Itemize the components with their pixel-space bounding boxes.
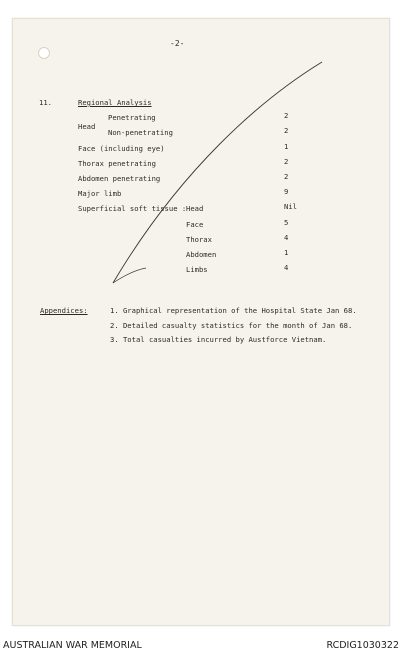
appendix-item: 3. Total casualties incurred by Austforce Vietnam. bbox=[110, 335, 327, 344]
footer-source: AUSTRALIAN WAR MEMORIAL bbox=[3, 640, 142, 651]
section-title: Regional Analysis bbox=[78, 98, 152, 107]
section-number: 11. bbox=[39, 98, 52, 107]
appendix-item: 1. Graphical representation of the Hospital State Jan 68. bbox=[110, 306, 357, 315]
row-label: Abdomen penetrating bbox=[78, 174, 161, 183]
row-value: 2 bbox=[284, 172, 289, 181]
head-label: Head bbox=[78, 122, 96, 131]
superficial-row-label: Limbs bbox=[186, 265, 208, 274]
row-value: 1 bbox=[284, 142, 289, 151]
superficial-row-value: 1 bbox=[284, 248, 289, 257]
row-value: 2 bbox=[284, 157, 289, 166]
footer-id: RCDIG1030322 bbox=[326, 640, 399, 651]
footer bbox=[0, 635, 405, 653]
superficial-row-label: Head bbox=[186, 204, 204, 213]
superficial-row-value: 4 bbox=[284, 263, 289, 272]
superficial-label: Superficial soft tissue : bbox=[78, 204, 187, 213]
page-number: -2- bbox=[170, 39, 185, 48]
row-value: 2 bbox=[284, 126, 289, 135]
superficial-row-label: Thorax bbox=[186, 235, 212, 244]
superficial-row-value: 4 bbox=[284, 233, 289, 242]
punch-hole bbox=[38, 47, 50, 59]
appendix-item: 2. Detailed casualty statistics for the month of Jan 68. bbox=[110, 321, 353, 330]
superficial-row-value: 5 bbox=[284, 218, 289, 227]
appendices-label: Appendices: bbox=[40, 306, 88, 315]
row-value: 2 bbox=[284, 111, 289, 120]
superficial-row-value: Nil bbox=[284, 202, 297, 211]
row-label: Non-penetrating bbox=[108, 128, 173, 137]
row-label: Thorax penetrating bbox=[78, 159, 156, 168]
superficial-row-label: Face bbox=[186, 220, 204, 229]
row-label: Face (including eye) bbox=[78, 144, 165, 153]
row-label: Penetrating bbox=[108, 113, 156, 122]
superficial-row-label: Abdomen bbox=[186, 250, 217, 259]
row-label: Major limb bbox=[78, 189, 122, 198]
row-value: 9 bbox=[284, 187, 289, 196]
